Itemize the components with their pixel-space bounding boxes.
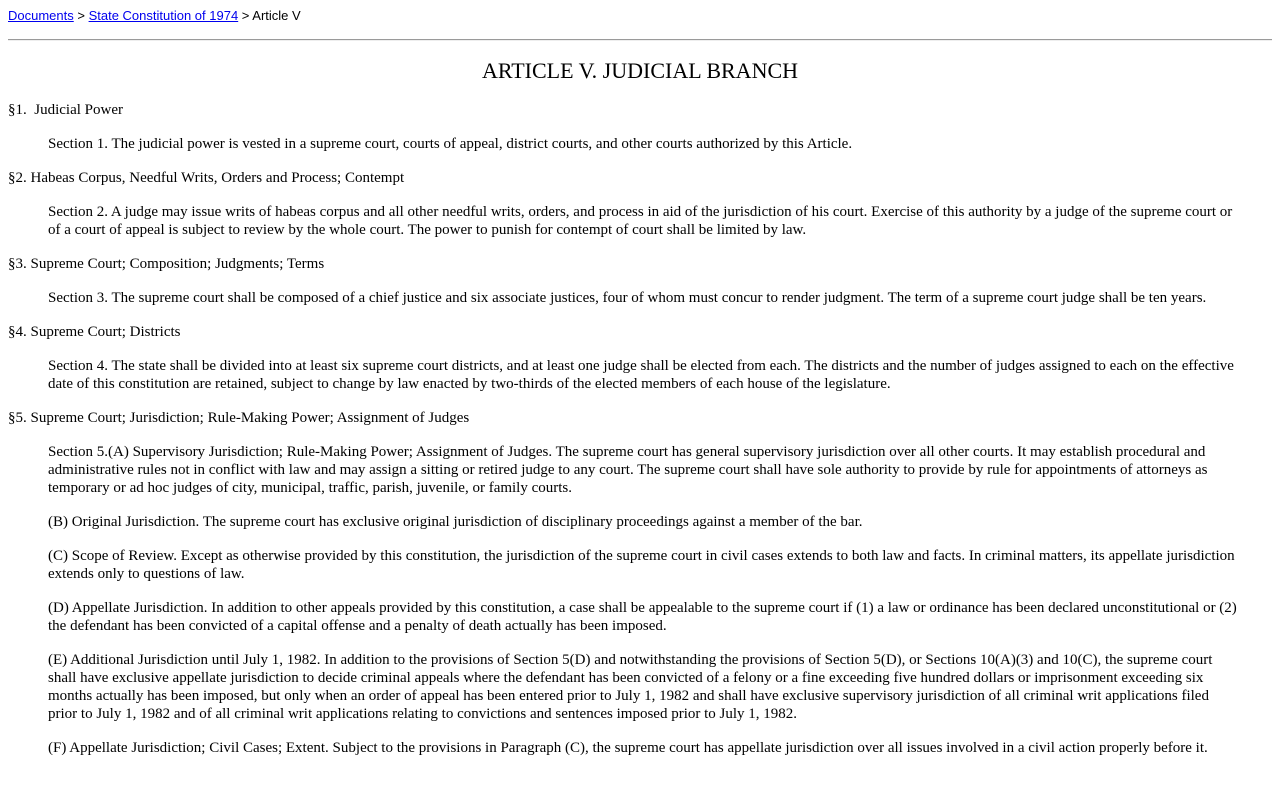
section-1	[8, 101, 1240, 153]
section-paragraph: (F) Appellate Jurisdiction; Civil Cases; Extent. Subject to the provisions in Paragraph (C), the supreme court has appellate jurisdiction over all issues involved in a civil action properly before it.	[48, 740, 1208, 756]
section-paragraph: (B) Original Jurisdiction. The supreme court has exclusive original jurisdiction of disciplinary proceedings against a member of the bar.	[48, 514, 863, 530]
section-heading: §3. Supreme Court; Composition; Judgments; Terms	[8, 256, 325, 272]
article-content	[8, 57, 1240, 773]
section-4	[8, 323, 1240, 393]
section-heading: §5. Supreme Court; Jurisdiction; Rule-Making Power; Assignment of Judges	[8, 410, 470, 426]
section-paragraph: Section 2. A judge may issue writs of habeas corpus and all other needful writs, orders, and process in aid of the jurisdiction of his court. Exercise of this authority by a judge of the supreme court or of a court of appeal is subject to review by the whole court. The power to punish for contempt of court shall be limited by law.	[48, 204, 1233, 238]
section-heading: §4. Supreme Court; Districts	[8, 324, 181, 340]
section-paragraph: Section 1. The judicial power is vested in a supreme court, courts of appeal, district courts, and other courts authorized by this Article.	[48, 136, 853, 152]
section-paragraph: Section 4. The state shall be divided into at least six supreme court districts, and at least one judge shall be elected from each. The districts and the number of judges assigned to each on the effective date of this constitution are retained, subject to change by law enacted by two-thirds of the elected members of each house of the legislature.	[48, 358, 1234, 392]
breadcrumb-link-state-constitution[interactable]: State Constitution of 1974	[88, 8, 239, 23]
section-paragraph: Section 5.(A) Supervisory Jurisdiction; Rule-Making Power; Assignment of Judges. The supreme court has general supervisory jurisdiction over all other courts. It may establish procedural and administrative rules not in conflict with law and may assign a sitting or retired judge to any court. The supreme court shall have sole authority to provide by rule for appointments of attorneys as temporary or ad hoc judges of city, municipal, traffic, parish, juvenile, or family courts.	[48, 444, 1208, 496]
section-paragraph: (E) Additional Jurisdiction until July 1, 1982. In addition to the provisions of Section 5(D) and notwithstanding the provisions of Section 5(D), or Sections 10(A)(3) and 10(C), the supreme court shall have exclusive appellate jurisdiction to decide criminal appeals where the defendant has been convicted of a felony or a fine exceeding five hundred dollars or imprisonment exceeding six months actually has been imposed, but only when an order of appeal has been entered prior to July 1, 1982 and shall have exclusive supervisory jurisdiction of all criminal writ applications filed prior to July 1, 1982 and of all criminal writ applications relating to convictions and sentences imposed prior to July 1, 1982.	[48, 652, 1213, 722]
section-3	[8, 255, 1240, 307]
section-paragraph: Section 3. The supreme court shall be composed of a chief justice and six associate justices, four of whom must concur to render judgment. The term of a supreme court judge shall be ten years.	[48, 290, 1207, 306]
section-heading: §2. Habeas Corpus, Needful Writs, Orders and Process; Contempt	[8, 170, 405, 186]
breadcrumb	[8, 7, 301, 24]
section-paragraph: (C) Scope of Review. Except as otherwise provided by this constitution, the jurisdiction of the supreme court in civil cases extends to both law and facts. In criminal matters, its appellate jurisdiction extends only to questions of law.	[48, 548, 1235, 582]
article-title: ARTICLE V. JUDICIAL BRANCH	[481, 58, 799, 83]
section-heading: §1. Judicial Power	[8, 102, 123, 118]
breadcrumb-link-documents[interactable]: Documents	[8, 8, 74, 23]
breadcrumb-current: Article V	[252, 8, 301, 23]
section-2	[8, 169, 1240, 239]
breadcrumb-separator: >	[73, 8, 89, 23]
breadcrumb-separator: >	[238, 8, 253, 23]
header-divider	[8, 39, 1272, 41]
section-paragraph: (D) Appellate Jurisdiction. In addition to other appeals provided by this constitution, a case shall be appealable to the supreme court if (1) a law or ordinance has been declared unconstitutional or (2) the defendant has been convicted of a capital offense and a penalty of death actually has been imposed.	[48, 600, 1237, 634]
section-5	[8, 409, 1240, 757]
